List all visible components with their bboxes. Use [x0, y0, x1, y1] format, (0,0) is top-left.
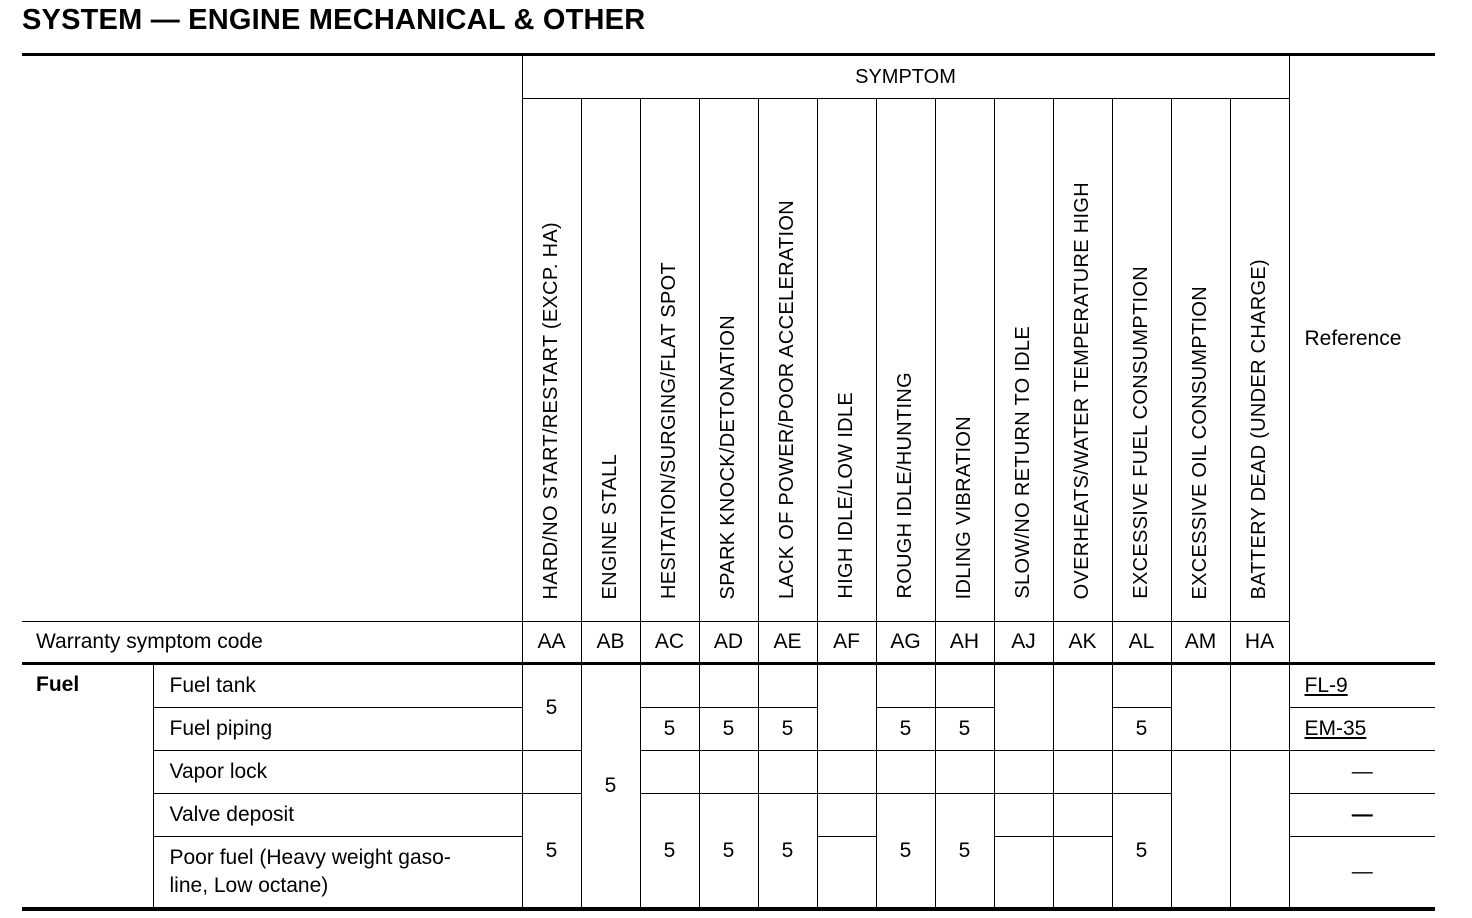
empty-cell	[522, 751, 581, 794]
item-poor-fuel-line-1: Poor fuel (Heavy weight gaso-	[169, 846, 451, 869]
symptom-label: IDLING VIBRATION	[953, 415, 975, 599]
empty-cell	[758, 751, 817, 794]
symptom-label: BATTERY DEAD (UNDER CHARGE)	[1248, 258, 1270, 599]
symptom-col-9	[1053, 99, 1112, 622]
value-cell: 5	[758, 708, 817, 751]
code-cell: AK	[1053, 622, 1112, 664]
symptom-col-3	[699, 99, 758, 622]
empty-cell	[699, 751, 758, 794]
table-row-vapor-lock	[22, 751, 1435, 794]
symptom-col-8	[994, 99, 1053, 622]
symptom-col-2	[640, 99, 699, 622]
empty-cell	[640, 751, 699, 794]
empty-cell	[994, 837, 1053, 910]
symptom-matrix-table	[22, 53, 1435, 911]
value-cell: 5	[1112, 794, 1171, 910]
symptom-label: EXCESSIVE OIL CONSUMPTION	[1189, 285, 1211, 599]
value-cell: 5	[522, 664, 581, 751]
item-fuel-tank: Fuel tank	[153, 664, 522, 708]
empty-cell	[640, 664, 699, 708]
symptom-col-12	[1230, 99, 1289, 622]
symptom-label: HARD/NO START/RESTART (EXCP. HA)	[540, 221, 562, 599]
empty-cell	[994, 794, 1053, 837]
empty-cell	[1171, 664, 1230, 751]
empty-cell	[758, 664, 817, 708]
table-row-fuel-tank	[22, 664, 1435, 708]
symptom-label: EXCESSIVE FUEL CONSUMPTION	[1130, 266, 1152, 599]
category-fuel: Fuel	[22, 664, 153, 910]
value-cell: 5	[640, 708, 699, 751]
value-cell: 5	[522, 794, 581, 910]
code-cell: AE	[758, 622, 817, 664]
empty-cell	[817, 794, 876, 837]
symptom-label: OVERHEATS/WATER TEMPERATURE HIGH	[1071, 181, 1093, 599]
item-valve-deposit: Valve deposit	[153, 794, 522, 837]
symptom-col-0	[522, 99, 581, 622]
warranty-code-label: Warranty symptom code	[22, 622, 522, 664]
empty-cell	[817, 837, 876, 910]
empty-cell	[994, 751, 1053, 794]
value-cell: 5	[876, 794, 935, 910]
item-poor-fuel-line-2: line, Low octane)	[169, 874, 329, 897]
empty-cell	[935, 664, 994, 708]
value-cell: 5	[1112, 708, 1171, 751]
code-cell: AG	[876, 622, 935, 664]
page-title: SYSTEM — ENGINE MECHANICAL & OTHER	[22, 4, 646, 36]
empty-cell	[935, 751, 994, 794]
empty-cell	[1230, 751, 1289, 910]
symptom-col-6	[876, 99, 935, 622]
code-cell: AM	[1171, 622, 1230, 664]
value-cell: 5	[699, 794, 758, 910]
code-cell: AH	[935, 622, 994, 664]
symptom-label: HIGH IDLE/LOW IDLE	[835, 392, 857, 599]
value-cell: 5	[876, 708, 935, 751]
warranty-code-row	[22, 622, 1435, 664]
reference-none: —	[1289, 794, 1435, 837]
symptom-label: SPARK KNOCK/DETONATION	[717, 314, 739, 599]
reference-header: Reference	[1289, 55, 1435, 622]
symptom-label: ENGINE STALL	[599, 453, 621, 599]
reference-code-blank	[1289, 622, 1435, 664]
value-cell: 5	[640, 794, 699, 910]
empty-cell	[1053, 794, 1112, 837]
value-cell: 5	[758, 794, 817, 910]
code-cell: AD	[699, 622, 758, 664]
item-vapor-lock: Vapor lock	[153, 751, 522, 794]
reference-none: —	[1289, 837, 1435, 910]
symptom-label: SLOW/NO RETURN TO IDLE	[1012, 326, 1034, 599]
reference-fl-9[interactable]: FL-9	[1304, 674, 1348, 697]
empty-cell	[1112, 751, 1171, 794]
diagnosis-table-container	[22, 53, 1435, 911]
empty-cell	[817, 664, 876, 751]
code-cell: AL	[1112, 622, 1171, 664]
value-cell: 5	[581, 664, 640, 910]
code-cell: HA	[1230, 622, 1289, 664]
item-fuel-piping: Fuel piping	[153, 708, 522, 751]
reference-none: —	[1289, 751, 1435, 794]
reference-link[interactable]	[1289, 708, 1435, 751]
code-cell: AC	[640, 622, 699, 664]
code-cell: AB	[581, 622, 640, 664]
symptom-label: LACK OF POWER/POOR ACCELERATION	[776, 200, 798, 599]
empty-cell	[1171, 751, 1230, 910]
empty-cell	[1230, 664, 1289, 751]
header-blank-cell	[22, 55, 522, 622]
empty-cell	[1053, 751, 1112, 794]
symptom-label: HESITATION/SURGING/FLAT SPOT	[658, 262, 680, 599]
empty-cell	[817, 751, 876, 794]
empty-cell	[699, 664, 758, 708]
empty-cell	[876, 664, 935, 708]
empty-cell	[1053, 664, 1112, 751]
value-cell: 5	[699, 708, 758, 751]
code-cell: AF	[817, 622, 876, 664]
symptom-col-10	[1112, 99, 1171, 622]
symptom-header: SYMPTOM	[522, 55, 1289, 99]
symptom-label: ROUGH IDLE/HUNTING	[894, 372, 916, 599]
reference-link[interactable]	[1289, 664, 1435, 708]
symptom-col-1	[581, 99, 640, 622]
code-cell: AJ	[994, 622, 1053, 664]
value-cell: 5	[935, 708, 994, 751]
symptom-col-7	[935, 99, 994, 622]
code-cell: AA	[522, 622, 581, 664]
symptom-col-11	[1171, 99, 1230, 622]
symptom-header-row	[22, 55, 1435, 99]
reference-em-35[interactable]: EM-35	[1304, 717, 1367, 740]
empty-cell	[1053, 837, 1112, 910]
empty-cell	[876, 751, 935, 794]
symptom-col-4	[758, 99, 817, 622]
symptom-col-5	[817, 99, 876, 622]
empty-cell	[1112, 664, 1171, 708]
empty-cell	[994, 664, 1053, 751]
value-cell: 5	[935, 794, 994, 910]
item-poor-fuel	[153, 837, 522, 910]
